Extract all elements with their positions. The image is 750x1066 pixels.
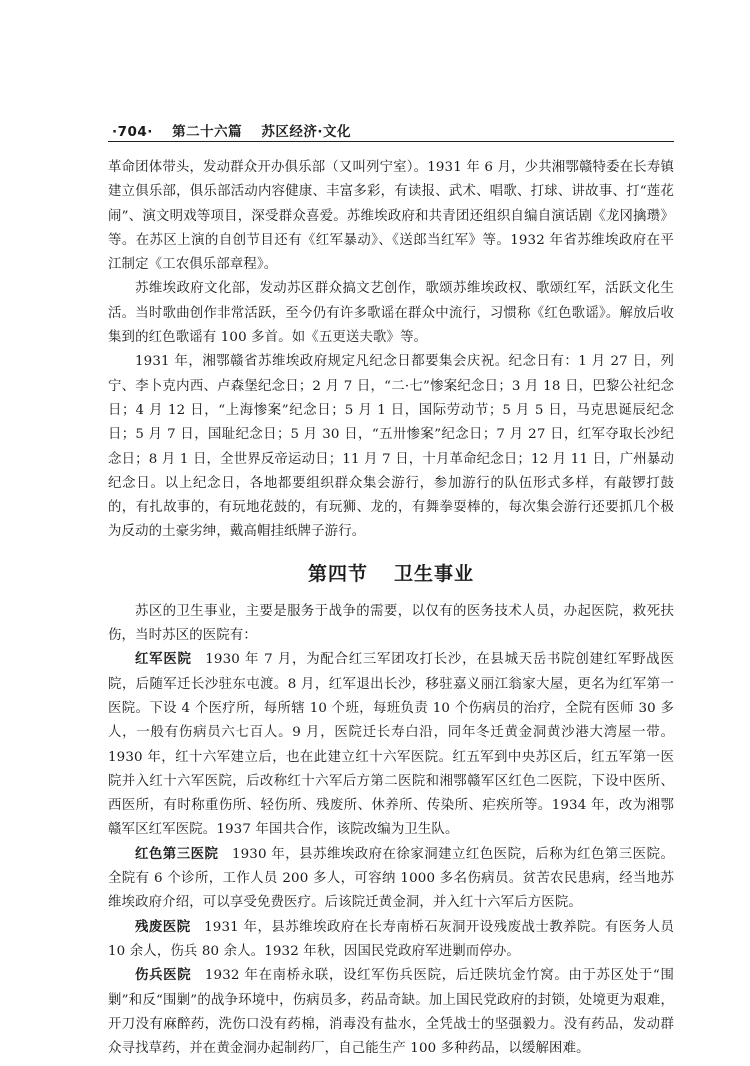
hospital-name: 红色第三医院 [135,846,219,862]
section-title: 卫生事业 [394,562,475,585]
page-number: ·704· [112,124,153,140]
hospital-name: 残废医院 [135,919,191,935]
paragraph: 1931 年，湘鄂赣省苏维埃政府规定凡纪念日都要集会庆祝。纪念日有：1 月 27 日，列宁、李卜克内西、卢森堡纪念日；2 月 7 日，“二·七”惨案纪念日；3 月 18 日，巴黎公社纪念日；4 月 12 日，“上海惨案”纪念日；5 月 1 日，国际劳动节；5 月 5 日，马克思诞辰纪念日；5 月 7 日，国耻纪念日；5 月 30 日，“五卅惨案”纪念日；7 月 27 日，红军夺取长沙纪念日；8 月 1 日，全世界反帝运动日；11 月 7 日，十月革命纪念日；12 月 11 日，广州暴动纪念日。以上纪念日，各地都要组织群众集会游行，参加游行的队伍形式多样，有敲锣打鼓的，有扎故事的，有玩地花鼓的，有玩狮、龙的，有舞拳耍棒的，每次集会游行还要抓几个极为反动的土豪劣绅，戴高帽挂纸牌子游行。 [108,354,674,540]
hospital-text: 1931 年，县苏维埃政府在长寿南桥石灰洞开设残废战士教养院。有医务人员 10 余人，伤兵 80 余人。1932 年秋，因国民党政府军进剿而停办。 [108,919,674,959]
hospital-entry [108,916,674,965]
hospital-entry [108,964,674,1061]
hospital-text: 1932 年在南桥永联，设红军伤兵医院，后迁陕坑金竹窝。由于苏区处于“围剿”和反“围剿”的战争环境中，伤病员多，药品奇缺。加上国民党政府的封锁，处境更为艰难，开刀没有麻醉药，洗伤口没有药棉，消毒没有盐水，全凭战士的坚强毅力。没有药品，发动群众寻找草药，并在黄金洞办起制药厂，自己能生产 100 多种药品，以缓解困难。 [108,968,675,1057]
body-text [108,156,674,1061]
running-header [112,120,672,140]
chapter-title: 苏区经济·文化 [261,124,351,140]
chapter-label: 第二十六篇 [172,124,243,140]
hospital-name: 伤兵医院 [135,968,192,984]
hospital-entry [108,648,674,842]
hospital-text: 1930 年 7 月，为配合红三军团攻打长沙，在县城天岳书院创建红军野战医院，后随军迁长沙驻东屯渡。8 月，红军退出长沙，移驻嘉义丽江翁家大屋，更名为红军第一医院。下设 4 个医疗所，每所辖 10 个班，每班负责 10 个伤病员的治疗，全院有医师 30 多人，一般有伤病员六七百人。9 月，医院迁长寿白沿，同年冬迁黄金洞黄沙港大湾屋一带。1930 年，红十六军建立后，也在此建立红十六军医院。红五军到中央苏区后，红五军第一医院并入红十六军医院，后改称红十六军后方第二医院和湘鄂赣军区红色二医院，下设中医所、西医所，有时称重伤所、轻伤所、残废所、休养所、传染所、疟疾所等。1934 年，改为湘鄂赣军区红军医院。1937 年国共合作，该院改编为卫生队。 [108,652,674,838]
paragraph: 苏维埃政府文化部，发动苏区群众搞文艺创作，歌颂苏维埃政权、歌颂红军，活跃文化生活。当时歌曲创作非常活跃，至今仍有许多歌谣在群众中流行，习惯称《红色歌谣》。解放后收集到的红色歌谣有 100 多首。如《五更送夫歌》等。 [108,281,674,346]
header-rule [108,141,674,142]
section-heading [108,559,674,586]
paragraph: 革命团体带头，发动群众开办俱乐部（又叫列宁室）。1931 年 6 月，少共湘鄂赣特委在长寿镇建立俱乐部，俱乐部活动内容健康、丰富多彩，有读报、武术、唱歌、打球、讲故事、打“莲花闹”、演文明戏等项目，深受群众喜爱。苏维埃政府和共青团还组织自编自演话剧《龙冈擒瓒》等。在苏区上演的自创节目还有《红军暴动》、《送郎当红军》等。1932 年省苏维埃政府在平江制定《工农俱乐部章程》。 [108,160,674,273]
section-number: 第四节 [307,562,368,585]
hospital-text: 1930 年，县苏维埃政府在徐家洞建立红色医院，后称为红色第三医院。全院有 6 个诊所，工作人员 200 多人，可容纳 1000 多名伤病员。贫苦农民患病，经当地苏维埃政府介绍，可以享受免费医疗。后该院迁黄金洞，并入红十六军后方医院。 [108,846,675,911]
hospital-name: 红军医院 [135,652,192,668]
paragraph: 苏区的卫生事业，主要是服务于战争的需要，以仅有的医务技术人员，办起医院，救死扶伤，当时苏区的医院有： [108,603,674,644]
hospital-entry [108,843,674,916]
